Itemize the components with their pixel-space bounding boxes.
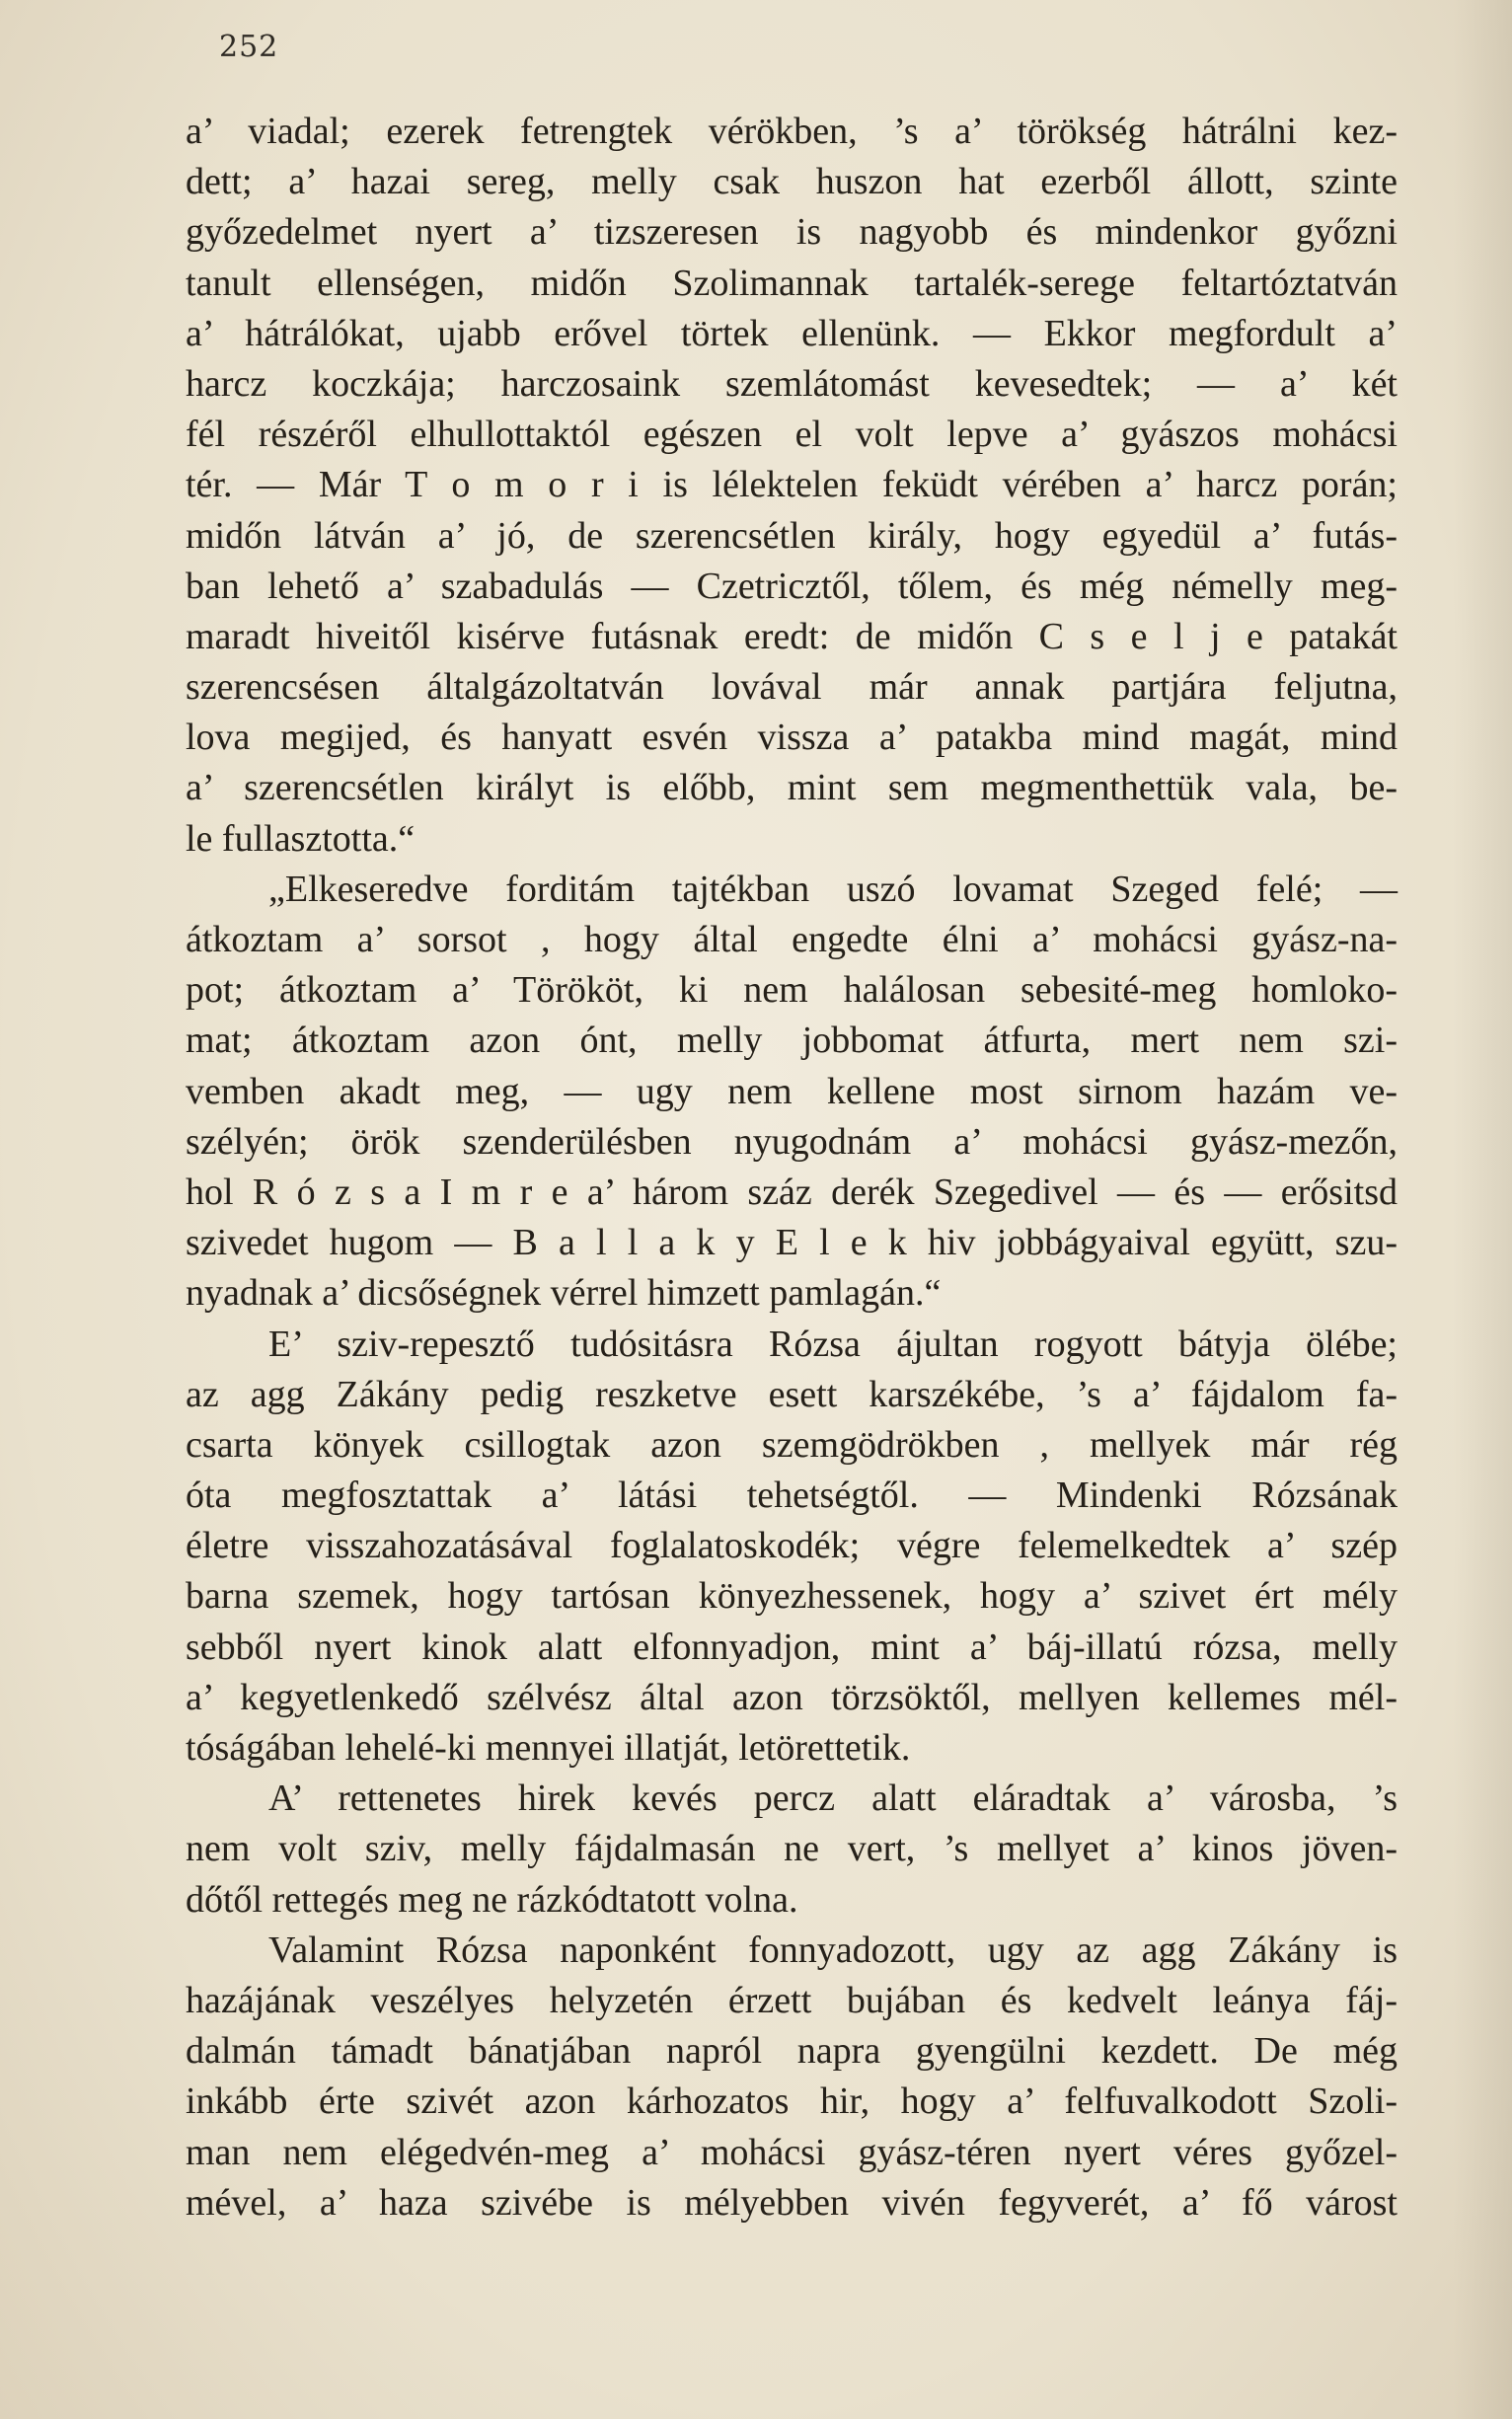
text-line: harcz koczkája; harczosaink szemlátomást kevesedtek; — a’ két (186, 362, 1398, 405)
text-line: tanult ellenségen, midőn Szolimannak tartalék-serege feltartóztatván (186, 262, 1398, 304)
text-line: mat; átkoztam azon ónt, melly jobbomat átfurta, mert nem szi- (186, 1020, 1398, 1062)
text-line: ban lehető a’ szabadulás — Czetricztől, tőlem, és még némelly meg- (186, 565, 1398, 607)
text-line: midőn látván a’ jó, de szerencsétlen király, hogy egyedül a’ futás- (186, 514, 1398, 557)
text-line: óta megfosztattak a’ látási tehetségtől. — Mindenki Rózsának (186, 1474, 1398, 1517)
text-line: dalmán támadt bánatjában napról napra gyengülni kezdett. De még (186, 2030, 1398, 2073)
text-line: dőtől rettegés meg ne rázkódtatott volna. (186, 1878, 798, 1921)
text-line: fél részéről elhullottaktól egészen el volt lepve a’ gyászos mohácsi (186, 414, 1398, 456)
text-line: hol R ó z s a I m r e a’ három száz derék Szegedivel — és — erősitsd (186, 1171, 1398, 1213)
text-line: az agg Zákány pedig reszketve esett karszékébe, ’s a’ fájdalom fa- (186, 1373, 1398, 1415)
text-line: tóságában lehelé-ki mennyei illatját, letörettetik. (186, 1727, 911, 1769)
text-line: dett; a’ hazai sereg, melly csak huszon hat ezerből állott, szinte (186, 161, 1398, 203)
text-line: nem volt sziv, melly fájdalmasán ne vert, ’s mellyet a’ kinos jöven- (186, 1828, 1398, 1870)
text-line: inkább érte szivét azon kárhozatos hir, hogy a’ felfuvalkodott Szoli- (186, 2080, 1398, 2123)
text-line: mével, a’ haza szivébe is mélyebben vivén fegyverét, a’ fő várost (186, 2181, 1398, 2224)
page-edge-shadow (1453, 0, 1512, 2419)
text-line: vemben akadt meg, — ugy nem kellene most sirnom hazám ve- (186, 1070, 1398, 1112)
text-line: lova megijed, és hanyatt esvén vissza a’ patakba mind magát, mind (186, 717, 1398, 759)
text-line: nyadnak a’ dicsőségnek vérrel himzett pamlagán.“ (186, 1272, 942, 1315)
text-line: szivedet hugom — B a l l a k y E l e k hiv jobbágyaival együtt, szu- (186, 1222, 1398, 1264)
text-line: maradt hiveitől kisérve futásnak eredt: de midőn C s e l j e patakát (186, 615, 1398, 657)
page-number: 252 (219, 30, 279, 64)
text-line: győzedelmet nyert a’ tizszeresen is nagyobb és mindenkor győzni (186, 211, 1398, 254)
text-line: a’ kegyetlenkedő szélvész által azon törzsöktől, mellyen kellemes mél- (186, 1676, 1398, 1718)
text-line: a’ hátrálókat, ujabb erővel törtek ellenünk. — Ekkor megfordult a’ (186, 312, 1398, 354)
text-line: átkoztam a’ sorsot , hogy által engedte élni a’ mohácsi gyász-na- (186, 919, 1398, 960)
text-line: szerencsésen általgázoltatván lovával már annak partjára feljutna, (186, 666, 1398, 709)
text-line: a’ szerencsétlen királyt is előbb, mint sem megmenthettük vala, be- (186, 767, 1398, 809)
text-line: tér. — Már T o m o r i is lélektelen feküdt vérében a’ harcz porán; (186, 464, 1398, 506)
text-line: a’ viadal; ezerek fetrengtek vérökben, ’s a’ törökség hátrálni kez- (186, 111, 1398, 152)
text-line: életre visszahozatásával foglalatoskodék; végre felemelkedtek a’ szép (186, 1525, 1398, 1567)
text-line: hazájának veszélyes helyzetén érzett bujában és kedvelt leánya fáj- (186, 1979, 1398, 2021)
text-line: A’ rettenetes hirek kevés percz alatt eláradtak a’ városba, ’s (268, 1777, 1398, 1820)
text-line: barna szemek, hogy tartósan könyezhessenek, hogy a’ szivet ért mély (186, 1575, 1398, 1618)
text-line: csarta könyek csillogtak azon szemgödrökben , mellyek már rég (186, 1423, 1398, 1466)
text-line: E’ sziv-repesztő tudósitásra Rózsa ájultan rogyott bátyja ölébe; (268, 1323, 1398, 1365)
text-line: szélyén; örök szenderülésben nyugodnám a’ mohácsi gyász-mezőn, (186, 1120, 1398, 1163)
text-line: le fullasztotta.“ (186, 817, 416, 860)
text-line: pot; átkoztam a’ Törököt, ki nem halálosan sebesité-meg homloko- (186, 969, 1398, 1012)
text-line: man nem elégedvén-meg a’ mohácsi gyász-téren nyert véres győzel- (186, 2131, 1398, 2173)
text-line: sebből nyert kinok alatt elfonnyadjon, mint a’ báj-illatú rózsa, melly (186, 1625, 1398, 1668)
body-text (186, 107, 1398, 2229)
text-line: Valamint Rózsa naponként fonnyadozott, ugy az agg Zákány is (268, 1928, 1398, 1971)
text-line: „Elkeseredve forditám tajtékban uszó lovamat Szeged felé; — (268, 868, 1398, 910)
